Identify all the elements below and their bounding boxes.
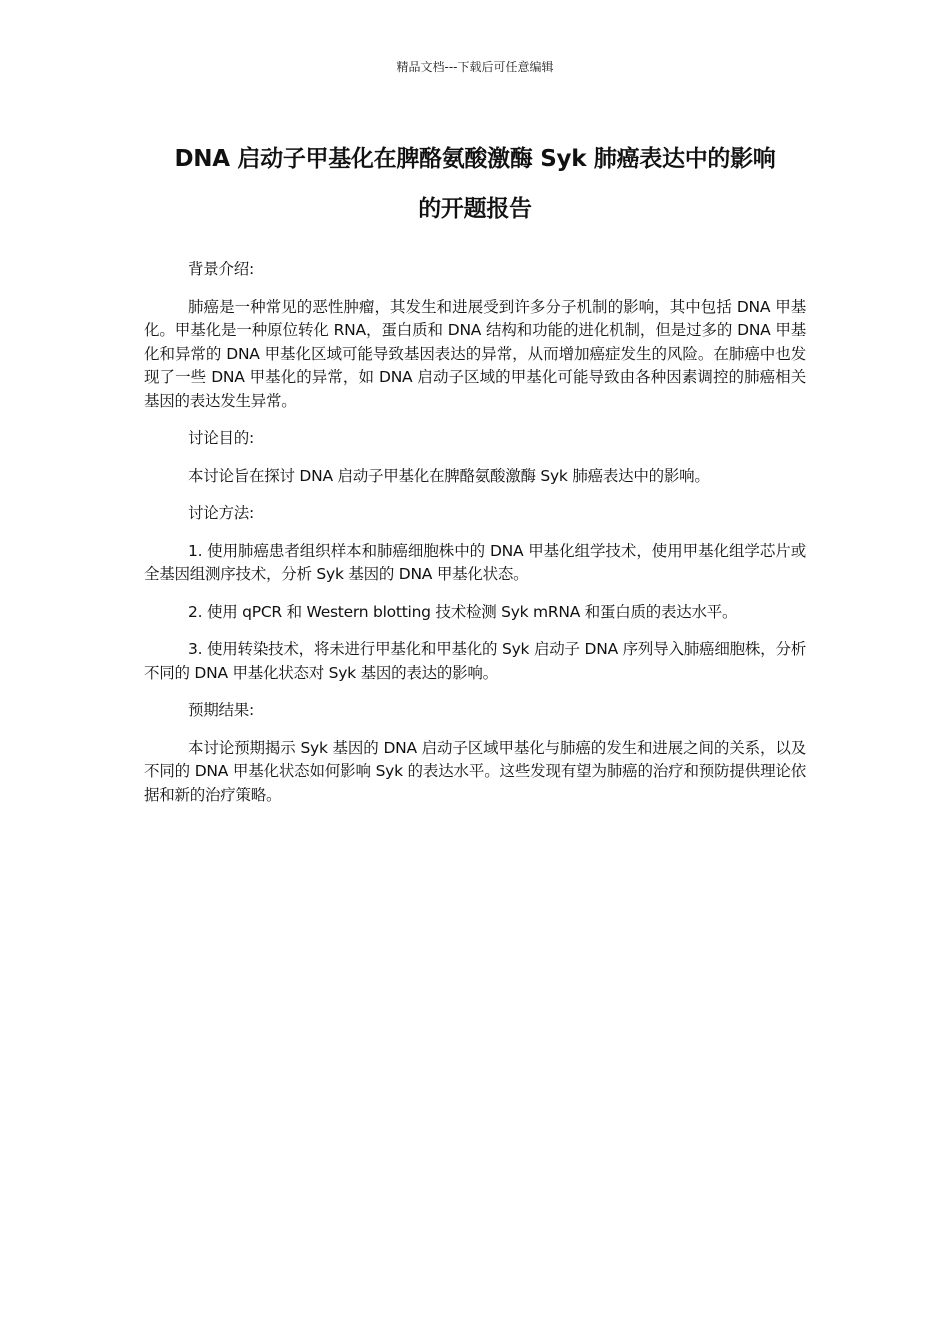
document-title [130,134,820,234]
paragraph-background: 肺癌是一种常见的恶性肿瘤，其发生和进展受到许多分子机制的影响，其中包括 DNA 甲基化。甲基化是一种原位转化 RNA，蛋白质和 DNA 结构和功能的进化机制，但是过多的 DNA 甲基化和异常的 DNA 甲基化区域可能导致基因表达的异常，从而增加癌症发生的风险。在肺癌中也发现了一些 DNA 甲基化的异常，如 DNA 启动子区域的甲基化可能导致由各种因素调控的肺癌相关基因的表达发生异常。 [144,297,806,410]
section-heading-methods: 讨论方法: [188,504,254,522]
section-heading-background: 背景介绍: [188,260,254,278]
paragraph-expected-results: 本讨论预期揭示 Syk 基因的 DNA 启动子区域甲基化与肺癌的发生和进展之间的关系，以及不同的 DNA 甲基化状态如何影响 Syk 的表达水平。这些发现有望为肺癌的治疗和预防提供理论依据和新的治疗策略。 [144,738,806,804]
section-heading-expected-results: 预期结果: [188,701,254,719]
document-body [144,258,806,821]
method-item-1: 1. 使用肺癌患者组织样本和肺癌细胞株中的 DNA 甲基化组学技术，使用甲基化组学芯片或全基因组测序技术，分析 Syk 基因的 DNA 甲基化状态。 [144,541,806,583]
section-heading-purpose: 讨论目的: [188,429,254,447]
paragraph-purpose: 本讨论旨在探讨 DNA 启动子甲基化在脾酪氨酸激酶 Syk 肺癌表达中的影响。 [188,466,710,485]
method-item-3: 3. 使用转染技术，将未进行甲基化和甲基化的 Syk 启动子 DNA 序列导入肺癌细胞株，分析不同的 DNA 甲基化状态对 Syk 基因的表达的影响。 [144,640,806,682]
page-header-note: 精品文档---下载后可任意编辑 [396,60,554,74]
method-item-2: 2. 使用 qPCR 和 Western blotting 技术检测 Syk mRNA 和蛋白质的表达水平。 [188,602,738,621]
document-title-line-1: DNA 启动子甲基化在脾酪氨酸激酶 Syk 肺癌表达中的影响 [174,146,776,172]
document-title-line-2: 的开题报告 [418,196,532,222]
